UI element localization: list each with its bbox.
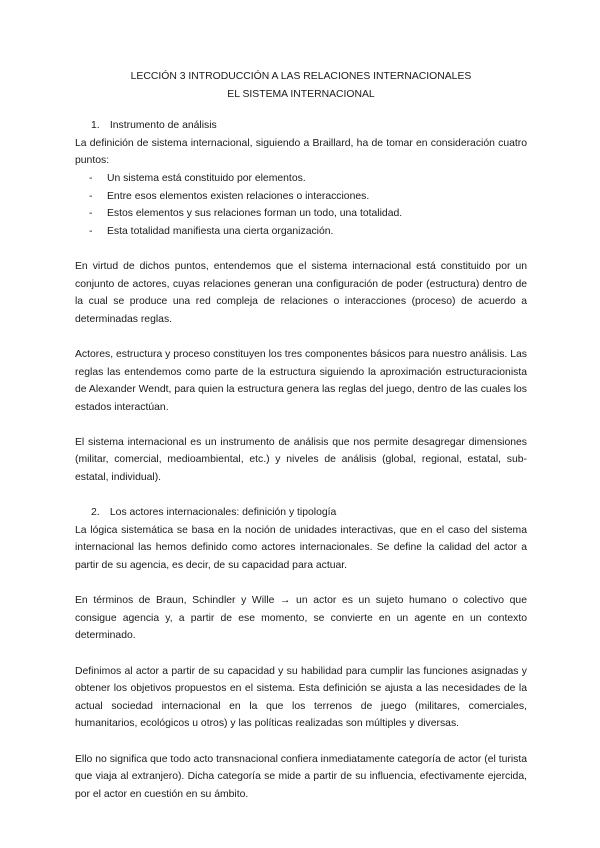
list-item: - Entre esos elementos existen relaciones o interacciones.: [89, 188, 527, 206]
document-page: [75, 68, 527, 803]
list-item: - Estos elementos y sus relaciones forman un todo, una totalidad.: [89, 205, 527, 223]
section-number: 2.: [91, 507, 100, 519]
section-heading-1: [75, 117, 527, 135]
paragraph: La lógica sistemática se basa en la noción de unidades interactivas, que en el caso del sistema internacional las hemos definido como actores internacionales. Se define la calidad del actor a partir de su agencia, es decir, de su capacidad para actuar.: [75, 524, 527, 572]
paragraph: La definición de sistema internacional, siguiendo a Braillard, ha de tomar en consideración cuatro puntos:: [75, 137, 527, 167]
list-item: - Un sistema está constituido por elementos.: [89, 170, 527, 188]
document-title: [75, 68, 527, 103]
section-title: Instrumento de análisis: [109, 120, 217, 132]
section-number: 1.: [91, 120, 100, 132]
section-title: Los actores internacionales: definición y tipología: [109, 507, 337, 519]
paragraph: Ello no significa que todo acto transnacional confiera inmediatamente categoría de actor (el turista que viaja al extranjero). Dicha categoría se mide a partir de su influencia, efectivamente ejercida, por el actor en cuestión en su ámbito.: [75, 753, 527, 800]
title-line-subject: EL SISTEMA INTERNACIONAL: [227, 88, 375, 100]
paragraph: Definimos al actor a partir de su capacidad y su habilidad para cumplir las funciones asignadas y obtener los objetivos propuestos en el sistema. Esta definición se ajusta a las necesidades de la actual sociedad internacional en la que los terrenos de juego (militares, comerciales, humanitarios, ecológicos u otros) y las políticas realizadas son múltiples y diversas.: [75, 665, 527, 730]
section-heading-2: [75, 504, 527, 522]
list-item: - Esta totalidad manifiesta una cierta organización.: [89, 223, 527, 241]
title-line-lesson: LECCIÓN 3 INTRODUCCIÓN A LAS RELACIONES INTERNACIONALES: [130, 71, 472, 82]
paragraph: En términos de Braun, Schindler y Wille → un actor es un sujeto humano o colectivo que consigue agencia y, a partir de ese momento, se convierte en un agente en un contexto determinado.: [75, 595, 527, 642]
paragraph: En virtud de dichos puntos, entendemos que el sistema internacional está constituido por un conjunto de actores, cuyas relaciones generan una configuración de poder (estructura) dentro de la cual se produce una red compleja de relaciones o interacciones (proceso) de acuerdo a determinadas reglas.: [75, 260, 527, 325]
bullet-list: [75, 170, 527, 240]
paragraph: Actores, estructura y proceso constituyen los tres componentes básicos para nuestro análisis. Las reglas las entendemos como parte de la estructura siguiendo la aproximación estructuracionista de Alexander Wendt, para quien la estructura genera las reglas del juego, dentro de las cuales los estados interactúan.: [75, 348, 527, 413]
paragraph: El sistema internacional es un instrumento de análisis que nos permite desagregar dimensiones (militar, comercial, medioambiental, etc.) y niveles de análisis (global, regional, estatal, sub-estatal, individual).: [75, 436, 527, 484]
